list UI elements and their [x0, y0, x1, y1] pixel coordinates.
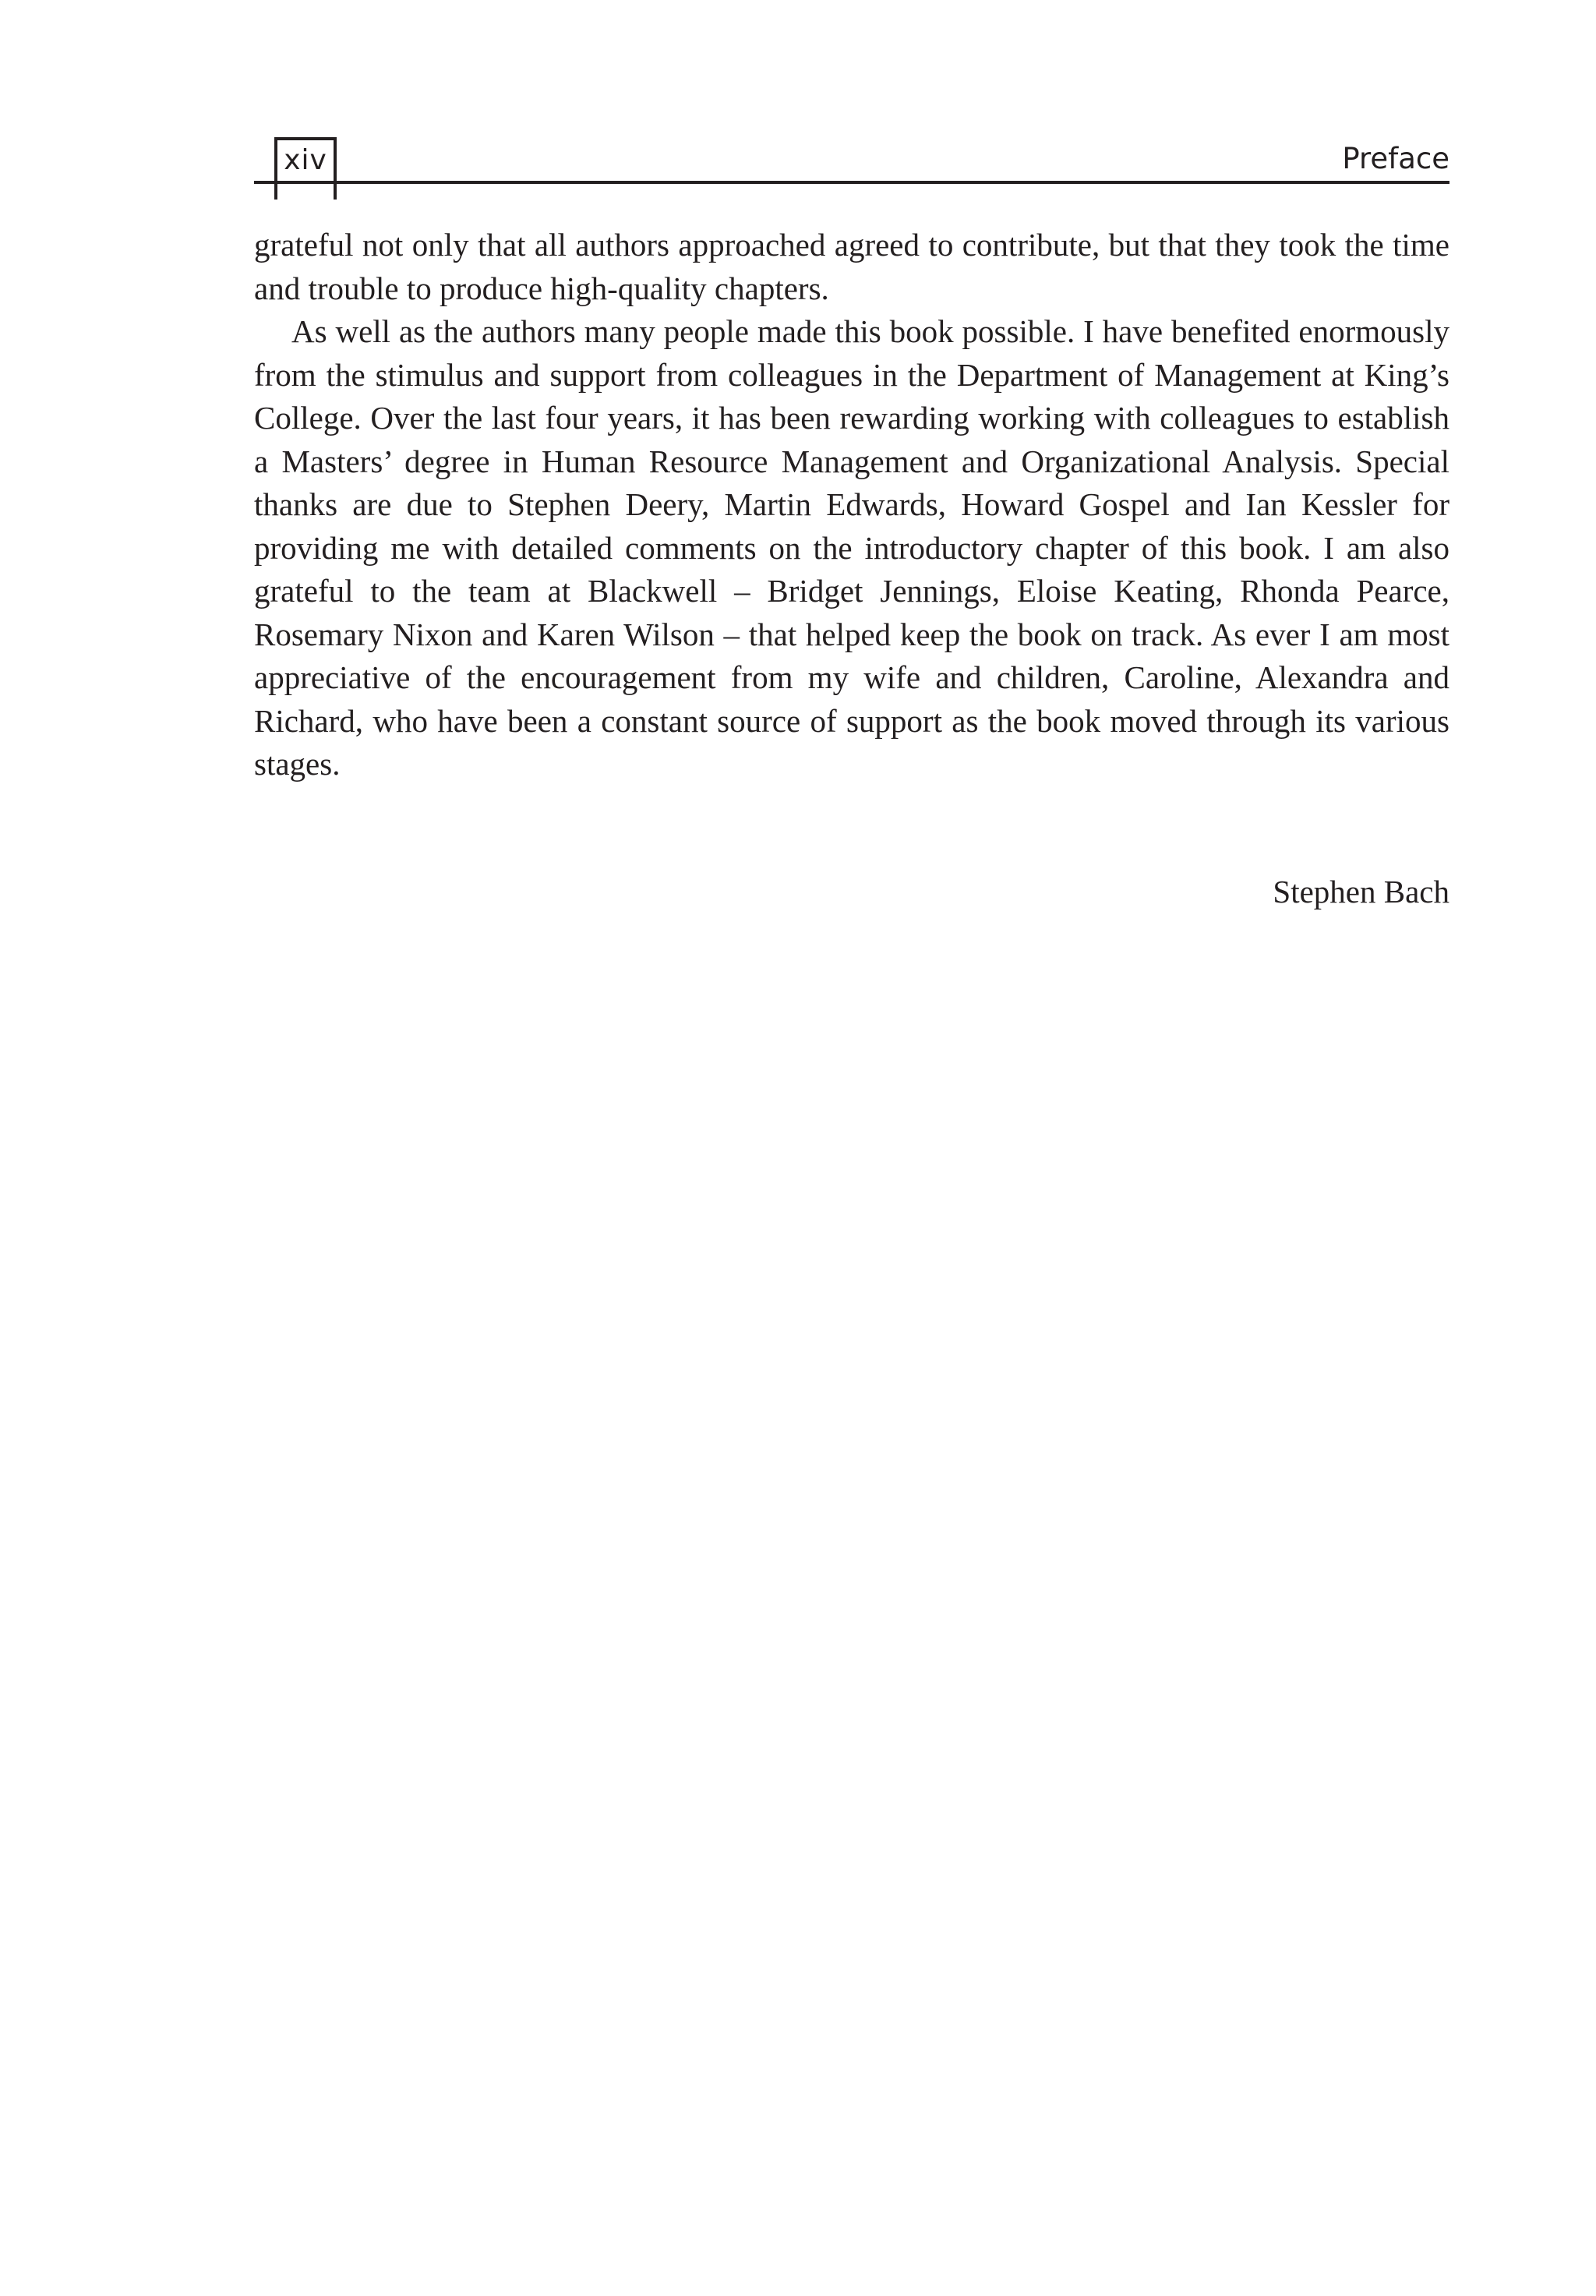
- section-title: Preface: [1342, 142, 1449, 175]
- page-number: xiv: [284, 144, 327, 176]
- paragraph-continued: grateful not only that all authors approached agreed to contribute, but that they took the time and trouble to produce high-quality chapters.: [254, 227, 1449, 306]
- running-head: [254, 137, 1449, 203]
- page-number-box: [274, 137, 337, 200]
- body-text: [254, 224, 1449, 786]
- paragraph-acknowledgements: As well as the authors many people made this book possible. I have benefited enormously from the stimulus and support from colleagues in the Department of Management at King’s College. Over the last four years, it has been rewarding working with colleagues to establish a Masters’ degree in Human Resource Management and Organizational Analysis. Special thanks are due to Stephen Deery, Martin Edwards, Howard Gospel and Ian Kessler for providing me with detailed comments on the introductory chapter of this book. I am also grateful to the team at Blackwell – Bridget Jennings, Eloise Keating, Rhonda Pearce, Rosemary Nixon and Karen Wilson – that helped keep the book on track. As ever I am most appreciative of the encouragement from my wife and children, Caroline, Alexandra and Richard, who have been a constant source of support as the book moved through its various stages.: [254, 313, 1449, 782]
- header-rule: [254, 181, 1449, 184]
- author-signature: Stephen Bach: [1273, 874, 1449, 910]
